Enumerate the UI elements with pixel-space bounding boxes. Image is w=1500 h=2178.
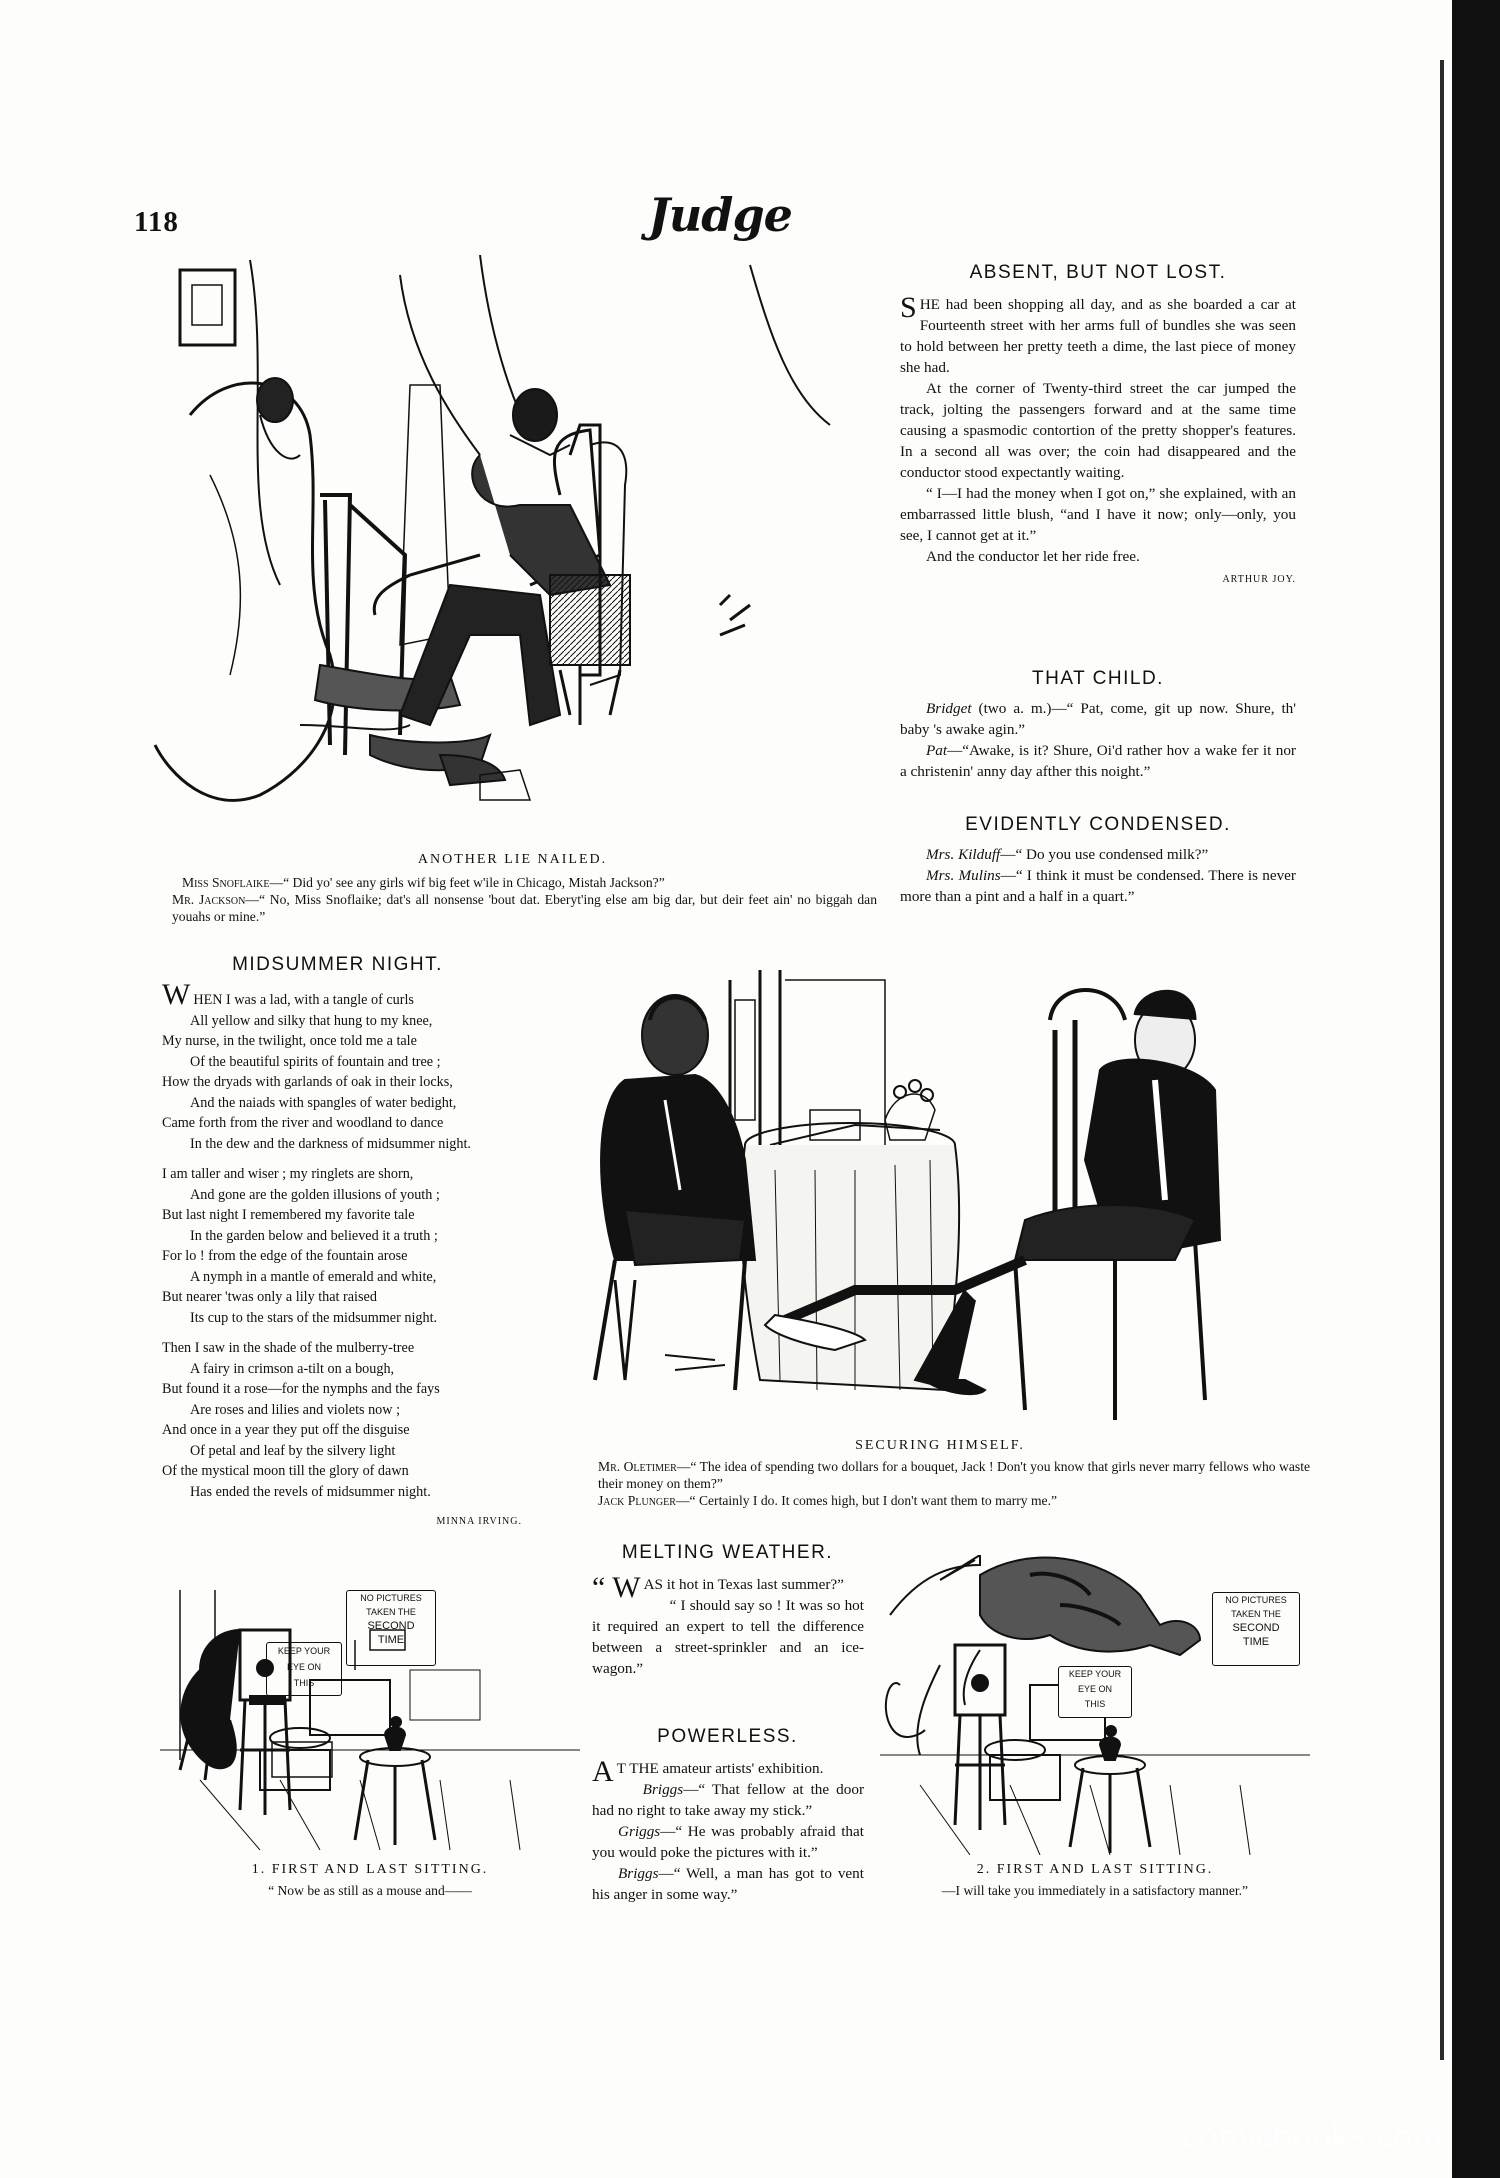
sign-text: KEEP YOUR	[1068, 1669, 1122, 1679]
sign-no-pictures	[346, 1590, 436, 1666]
poem-title-midsummer-night: MIDSUMMER NIGHT.	[232, 954, 443, 975]
caption-securing-himself	[568, 1458, 1310, 1509]
caption-title-securing-himself: SECURING HIMSELF.	[855, 1438, 1025, 1453]
illustration-securing-himself	[555, 960, 1305, 1430]
page-number: 118	[134, 206, 179, 238]
dialogue-line: —“ That fellow at the door had no right to take away my stick.”	[592, 1781, 864, 1819]
sign-text: EYE ON	[286, 1662, 321, 1672]
sign-text: SECOND	[367, 1620, 415, 1632]
drop-cap: A	[592, 1755, 614, 1788]
illustration-another-lie-nailed	[150, 255, 875, 835]
paragraph: HE had been shopping all day, and as she boarded a car at Fourteenth street with her arms full of bundles she was seen to hold between her pretty teeth a dime, the last piece of money she had.	[900, 296, 1296, 376]
article-title-evidently-condensed: EVIDENTLY CONDENSED.	[965, 814, 1231, 835]
sign-text: TIME	[1242, 1636, 1270, 1648]
poem-line: And the naiads with spangles of water bedight,	[190, 1094, 457, 1111]
poem-stanza	[162, 1164, 522, 1328]
caption-title-last-sitting: 2. FIRST AND LAST SITTING.	[976, 1862, 1214, 1877]
article-title-melting-weather: MELTING WEATHER.	[621, 1542, 834, 1563]
poem-line: Its cup to the stars of the midsummer night.	[190, 1309, 438, 1326]
speaker-name: Miss Snoflaike	[182, 875, 270, 890]
poem-line: Came forth from the river and woodland to dance	[162, 1115, 444, 1131]
article-melting-weather	[592, 1571, 864, 1679]
poem-line: In the garden below and believed it a truth ;	[190, 1227, 438, 1244]
article-absent-but-not-lost	[900, 291, 1296, 590]
caption-first-sitting: “ Now be as still as a mouse and——	[268, 1883, 472, 1898]
sign-text: EYE ON	[1077, 1684, 1112, 1694]
sign-text: THIS	[293, 1678, 315, 1688]
poem-line: But found it a rose—for the nymphs and the fays	[162, 1381, 440, 1397]
dialogue-line: —“Awake, is it? Shure, Oi'd rather hov a wake fer it nor a christenin' anny day afther this noight.”	[900, 742, 1296, 780]
poem-line: But last night I remembered my favorite tale	[162, 1207, 415, 1223]
dialogue-line: —“ Do you use condensed milk?”	[1000, 846, 1209, 863]
speaker-name: Pat	[926, 742, 948, 759]
paragraph: T THE amateur artists' exhibition.	[616, 1760, 824, 1777]
author-signature: ARTHUR JOY.	[1222, 574, 1296, 585]
poem-stanza	[162, 1338, 522, 1502]
sign-text: TAKEN THE	[366, 1607, 416, 1617]
speaker-name: Bridget	[926, 700, 972, 717]
article-title-powerless: POWERLESS.	[657, 1726, 798, 1747]
poem-stanza	[162, 978, 522, 1154]
sign-text: SECOND	[1232, 1622, 1280, 1634]
drop-cap: “ W	[592, 1571, 641, 1604]
article-evidently-condensed	[900, 844, 1296, 907]
sign-text: THIS	[1084, 1699, 1106, 1709]
article-that-child	[900, 698, 1296, 782]
poem-line: Of the mystical moon till the glory of dawn	[162, 1463, 409, 1479]
dialogue-line: —“ He was probably afraid that you would poke the pictures with it.”	[592, 1823, 864, 1861]
sign-keep-your-eye	[1058, 1666, 1132, 1718]
poem-line: I am taller and wiser ; my ringlets are shorn,	[162, 1166, 414, 1182]
poem-line: How the dryads with garlands of oak in their locks,	[162, 1074, 453, 1090]
dialogue-line: —“ Certainly I do. It comes high, but I don't want them to marry me.”	[675, 1493, 1058, 1508]
poem-line: For lo ! from the edge of the fountain arose	[162, 1248, 408, 1264]
paragraph: “ I should say so ! It was so hot it required an expert to tell the difference between a street-sprinkler and an ice-wagon.”	[592, 1597, 864, 1677]
poem-line: A fairy in crimson a-tilt on a bough,	[190, 1360, 395, 1377]
article-powerless	[592, 1755, 864, 1905]
speaker-name: Briggs	[618, 1865, 659, 1882]
speaker-name: Mr. Oletimer	[598, 1459, 677, 1474]
dialogue-line: —“ I think it must be condensed. There is never more than a pint and a half in a quart.”	[900, 867, 1296, 905]
poem-line: Then I saw in the shade of the mulberry-tree	[162, 1340, 415, 1356]
caption-last-sitting: —I will take you immediately in a satisfactory manner.”	[941, 1883, 1249, 1898]
dialogue-line: (two a. m.)—“ Pat, come, git up now. Shure, th' baby 's awake agin.”	[900, 700, 1296, 738]
sign-text: NO PICTURES	[1225, 1595, 1287, 1605]
poem-line: HEN I was a lad, with a tangle of curls	[193, 992, 414, 1008]
author-signature: MINNA IRVING.	[436, 1516, 522, 1527]
drop-cap: W	[162, 978, 191, 1011]
poem-line: And once in a year they put off the disguise	[162, 1422, 410, 1438]
sign-keep-your-eye	[266, 1642, 342, 1696]
speaker-name: Griggs	[618, 1823, 661, 1840]
speaker-name: Mrs. Mulins	[926, 867, 1001, 884]
dialogue-line: —“ Did yo' see any girls wif big feet w'ile in Chicago, Mistah Jackson?”	[269, 875, 665, 890]
paragraph: And the conductor let her ride free.	[926, 548, 1140, 565]
article-title-that-child: THAT CHILD.	[1032, 668, 1164, 689]
poem-line: But nearer 'twas only a lily that raised	[162, 1289, 377, 1305]
speaker-name: Mrs. Kilduff	[926, 846, 1001, 863]
dialogue-line: —“ No, Miss Snoflaike; dat's all nonsense 'bout dat. Eberyt'ing else am big dar, but deir feet ain' no biggah dan youahs or mine.”	[172, 892, 877, 924]
poem-line: In the dew and the darkness of midsummer night.	[190, 1135, 471, 1152]
sign-text: NO PICTURES	[360, 1593, 422, 1603]
poem-line: Are roses and lilies and violets now ;	[190, 1401, 401, 1418]
speaker-name: Briggs	[642, 1781, 684, 1798]
masthead-title: Judge	[648, 188, 792, 242]
drop-cap: S	[900, 291, 917, 324]
caption-title-first-sitting: 1. FIRST AND LAST SITTING.	[251, 1862, 489, 1877]
dialogue-line: —“ The idea of spending two dollars for a bouquet, Jack ! Don't you know that girls never marry fellows who waste their money on them?”	[598, 1459, 1310, 1491]
speaker-name: Jack Plunger	[598, 1493, 676, 1508]
caption-another-lie-nailed	[172, 874, 877, 925]
poem-line: And gone are the golden illusions of youth ;	[190, 1186, 440, 1203]
article-title-absent: ABSENT, BUT NOT LOST.	[969, 262, 1227, 283]
poem-line: A nymph in a mantle of emerald and white,	[190, 1268, 437, 1285]
paragraph: AS it hot in Texas last summer?”	[643, 1576, 844, 1593]
poem-line: My nurse, in the twilight, once told me a tale	[162, 1033, 417, 1049]
page-fold-line	[1440, 60, 1444, 2060]
sign-no-pictures	[1212, 1592, 1300, 1666]
poem-line: Of the beautiful spirits of fountain and tree ;	[190, 1053, 441, 1070]
poem-midsummer-night	[162, 978, 522, 1533]
dialogue-line: —“ Well, a man has got to vent his anger in some way.”	[592, 1865, 864, 1903]
sign-text: TIME	[377, 1634, 405, 1646]
speaker-name: Mr. Jackson	[172, 892, 246, 907]
poem-line: Of petal and leaf by the silvery light	[190, 1442, 396, 1459]
watermark: comicbooks.com	[1181, 2118, 1442, 2156]
sign-text: KEEP YOUR	[277, 1646, 331, 1656]
caption-title-another-lie-nailed: ANOTHER LIE NAILED.	[417, 852, 608, 867]
scan-edge	[1452, 0, 1500, 2178]
poem-line: Has ended the revels of midsummer night.	[190, 1483, 431, 1500]
paragraph: At the corner of Twenty-third street the car jumped the track, jolting the passengers forward and at the same time causing a spasmodic contortion of the pretty shopper's features. In a second all was over; the coin had disappeared and the conductor stood expectantly waiting.	[900, 380, 1296, 481]
sign-text: TAKEN THE	[1231, 1609, 1281, 1619]
poem-line: All yellow and silky that hung to my knee,	[190, 1012, 433, 1029]
paragraph: “ I—I had the money when I got on,” she explained, with an embarrassed little blush, “and I have it now; only—only, you see, I cannot get at it.”	[900, 485, 1296, 544]
